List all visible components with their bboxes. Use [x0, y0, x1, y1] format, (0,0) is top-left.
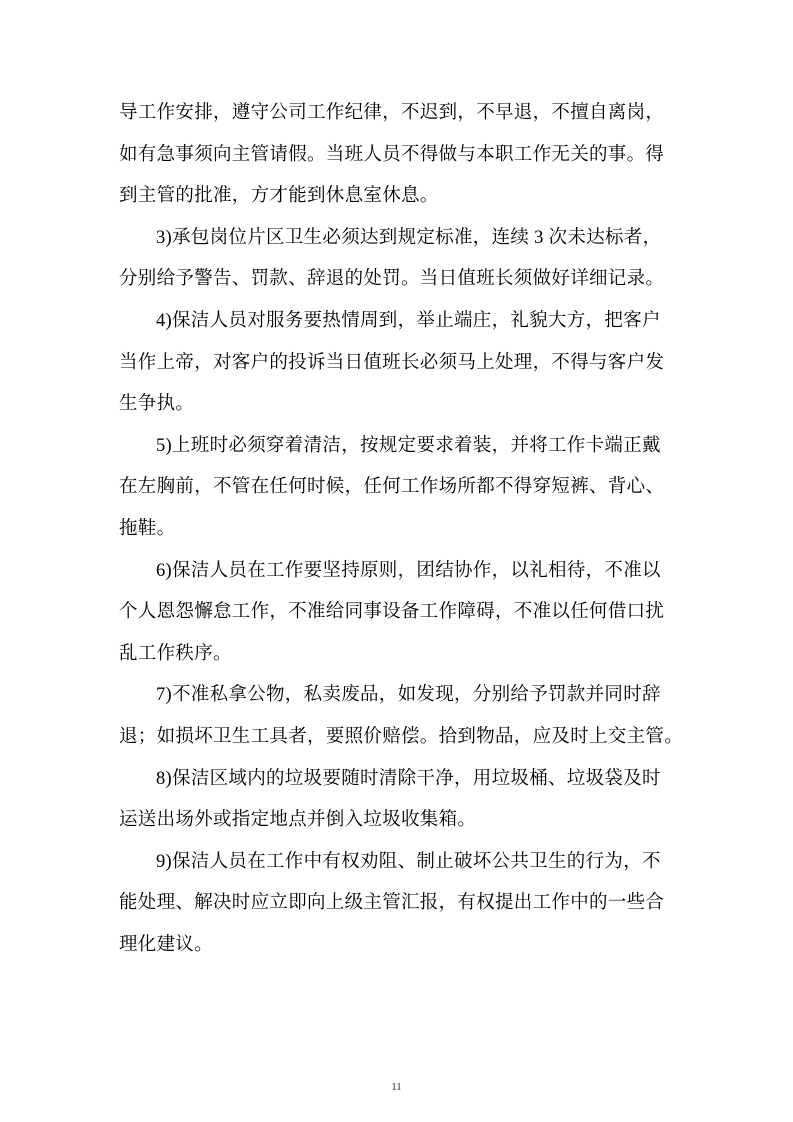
paragraph-item-6: [119, 551, 679, 676]
text-line: 4)保洁人员对服务要热情周到，举止端庄，礼貌大方，把客户: [156, 310, 661, 331]
text-line: 6)保洁人员在工作要坚持原则，团结协作，以礼相待，不准以: [156, 560, 661, 581]
paragraph-item-4: [119, 301, 679, 426]
text-line: 到主管的批准，方才能到休息室休息。: [119, 186, 439, 207]
text-line: 7)不准私拿公物，私卖废品，如发现，分别给予罚款并同时辞: [156, 685, 661, 706]
text-line: 分别给予警告、罚款、辞退的处罚。当日值班长须做好详细记录。: [119, 269, 665, 290]
text-line: 能处理、解决时应立即向上级主管汇报，有权提出工作中的一些合: [119, 893, 665, 914]
text-line: 生争执。: [119, 394, 195, 415]
page-number: 11: [391, 1081, 402, 1093]
paragraph-continuation: [119, 93, 679, 218]
paragraph-item-7: [119, 675, 684, 758]
text-line: 5)上班时必须穿着清洁，按规定要求着装，并将工作卡端正戴: [156, 435, 661, 456]
text-line: 个人恩怨懈怠工作，不准给同事设备工作障碍，不准以任何借口扰: [119, 602, 665, 623]
text-line: 理化建议。: [119, 934, 214, 955]
text-line: 导工作安排，遵守公司工作纪律，不迟到，不早退，不擅自离岗，: [119, 103, 665, 123]
text-line: 乱工作秩序。: [119, 643, 232, 664]
body-text: [119, 93, 684, 966]
text-line: 拖鞋。: [119, 518, 176, 539]
text-line: 3)承包岗位片区卫生必须达到规定标准，连续 3 次未达标者，: [156, 227, 662, 248]
paragraph-item-3: [119, 218, 679, 301]
paragraph-item-5: [119, 426, 679, 551]
paragraph-item-8: [119, 759, 679, 842]
text-line: 如有急事须向主管请假。当班人员不得做与本职工作无关的事。得: [119, 144, 665, 165]
text-line: 运送出场外或指定地点并倒入垃圾收集箱。: [119, 810, 477, 831]
text-line: 8)保洁区域内的垃圾要随时清除干净，用垃圾桶、垃圾袋及时: [156, 768, 661, 789]
text-line: 在左胸前，不管在任何时候，任何工作场所都不得穿短裤、背心、: [119, 477, 665, 498]
text-line: 9)保洁人员在工作中有权劝阻、制止破坏公共卫生的行为，不: [156, 851, 661, 872]
text-line: 当作上帝，对客户的投诉当日值班长必须马上处理，不得与客户发: [119, 352, 665, 373]
text-line: 退；如损坏卫生工具者，要照价赔偿。拾到物品，应及时上交主管。: [119, 726, 684, 747]
paragraph-item-9: [119, 842, 679, 967]
